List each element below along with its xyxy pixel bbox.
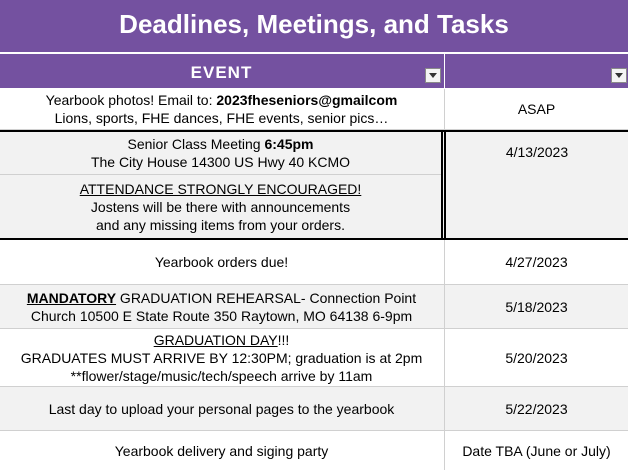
event-cell xyxy=(0,387,443,430)
event-column-header: EVENT xyxy=(190,63,253,82)
event-text: GRADUATION REHEARSAL- Connection Point xyxy=(116,289,417,306)
table-header-row xyxy=(0,54,628,88)
mandatory-label: MANDATORY xyxy=(26,289,117,306)
table-row[interactable] xyxy=(0,176,628,238)
table-row[interactable] xyxy=(0,387,628,431)
event-cell xyxy=(0,240,443,284)
event-text: ATTENDANCE STRONGLY ENCOURAGED! xyxy=(79,181,362,197)
date-cell: 5/20/2023 xyxy=(444,329,628,386)
event-line xyxy=(27,289,416,307)
event-text: Yearbook delivery and siging party xyxy=(114,442,329,459)
event-line xyxy=(46,91,398,109)
event-text: Senior Class Meeting xyxy=(127,136,265,152)
date-filter-dropdown-icon[interactable] xyxy=(611,68,627,83)
event-text: The City House 14300 US Hwy 40 KCMO xyxy=(90,154,351,170)
table-row[interactable] xyxy=(0,431,628,470)
event-text: Jostens will be there with announcements xyxy=(90,199,351,215)
date-cell: 4/13/2023 xyxy=(444,132,628,238)
event-text: GRADUATION DAY xyxy=(153,331,278,348)
event-cell xyxy=(0,132,441,175)
event-cell xyxy=(0,329,443,386)
date-cell: Date TBA (June or July) xyxy=(444,431,628,470)
email-address: 2023fheseniors@gmailcom xyxy=(216,92,398,108)
event-text: Last day to upload your personal pages to the yearbook xyxy=(48,400,395,417)
event-cell xyxy=(0,431,443,470)
event-time: 6:45pm xyxy=(264,136,314,152)
table-row[interactable] xyxy=(0,285,628,329)
event-filter-dropdown-icon[interactable] xyxy=(425,68,441,83)
event-text: Lions, sports, FHE dances, FHE events, senior pics… xyxy=(54,110,389,126)
event-text: Church 10500 E State Route 350 Raytown, MO 64138 6-9pm xyxy=(30,307,413,324)
event-text: GRADUATES MUST ARRIVE BY 12:30PM; graduation is at 2pm xyxy=(20,349,423,366)
page-title: Deadlines, Meetings, and Tasks xyxy=(0,0,628,52)
date-cell: 5/18/2023 xyxy=(444,285,628,328)
event-text: Yearbook photos! Email to: xyxy=(45,92,217,108)
event-cell xyxy=(0,285,443,328)
table-row[interactable] xyxy=(0,132,628,175)
table-row[interactable] xyxy=(0,329,628,387)
date-cell: 5/22/2023 xyxy=(444,387,628,430)
event-cell xyxy=(0,176,441,238)
table-row[interactable] xyxy=(0,240,628,285)
event-line xyxy=(128,135,314,153)
table-row[interactable] xyxy=(0,89,628,130)
event-line xyxy=(154,331,290,349)
event-cell xyxy=(0,89,443,129)
date-cell: ASAP xyxy=(444,89,628,129)
date-cell: 4/27/2023 xyxy=(444,240,628,284)
event-text: **flower/stage/music/tech/speech arrive by 11am xyxy=(70,367,373,384)
date-column-header xyxy=(444,54,628,88)
event-text: Yearbook orders due! xyxy=(154,254,289,270)
event-text: !!! xyxy=(277,331,290,348)
event-text: and any missing items from your orders. xyxy=(96,217,345,233)
